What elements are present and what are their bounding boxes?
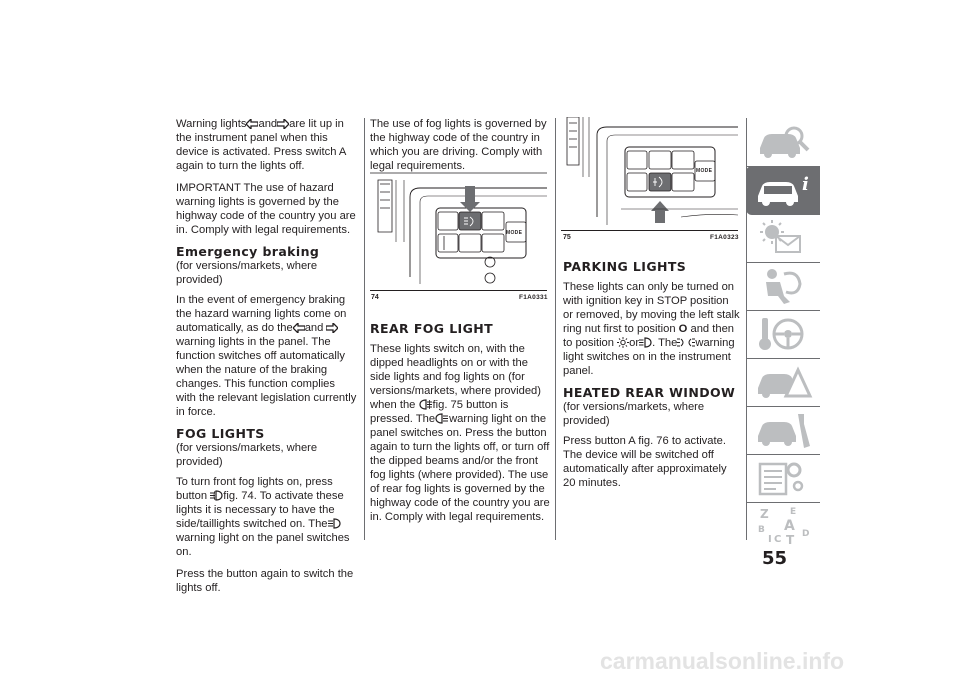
svg-text:I: I	[768, 534, 772, 544]
sidebar-item-technical-specs[interactable]	[746, 454, 820, 503]
heated-window-paragraph: Press button A fig. 76 to activate. The device will be switched off automatically after approximately 20 minutes.	[563, 435, 727, 489]
svg-text:i: i	[802, 174, 809, 195]
figure-75-code: F1A0323	[710, 234, 739, 241]
svg-text:B: B	[758, 525, 765, 535]
front-fog-light-icon	[210, 490, 223, 501]
subheading-note: (for versions/markets, where provided)	[176, 260, 318, 286]
svg-text:E: E	[790, 507, 797, 517]
sidebar-item-index[interactable]	[746, 502, 820, 550]
rear-fog-paragraph: These lights switch on, with the dipped headlights on or with the side lights and fog lights on (for versions/markets, where provided) when the fig. 75 button is pressed. The warning light on the panel switches on. Press the button again to turn the lights off, or turn off the dipped beams and/or the front fog lights (where provided). The use of rear fog lights is governed by the highway code of the country you are in. Comply with legal requirements.	[370, 343, 550, 523]
steering-key-icon	[754, 314, 814, 354]
figure-74-rule	[370, 290, 547, 291]
svg-text:D: D	[802, 529, 810, 539]
chapter-sidebar	[746, 118, 820, 544]
heading-fog-lights: FOG LIGHTS	[176, 426, 265, 441]
heading-rear-fog-light: REAR FOG LIGHT	[370, 321, 494, 336]
emergency-paragraph: In the event of emergency braking the hazard warning lights come on automatically, as do the and warning lights in the panel. The function switches off automatically when the nature of the braking changes. This function complies with the relevant legislation currently in force.	[176, 294, 357, 418]
warning-light-icon	[754, 218, 814, 258]
heading-heated-rear-window: HEATED REAR WINDOW	[563, 385, 736, 400]
fog-paragraph: To turn front fog lights on, press button fig. 74. To activate these lights it is necessary to have the side/taillights switched on. Thewarning light on the panel switches on.	[176, 476, 350, 558]
sidebar-item-warning-lights[interactable]	[746, 214, 820, 263]
sun-position-icon	[617, 337, 629, 348]
figure-74-code: F1A0331	[519, 294, 548, 301]
turn-right-indicator-icon	[326, 323, 338, 333]
sidebar-item-car-search[interactable]	[746, 118, 820, 167]
car-service-icon	[754, 410, 814, 450]
turn-left-indicator-icon	[293, 323, 305, 333]
column-divider	[555, 118, 556, 540]
subheading-note: (for versions/markets, where provided)	[176, 442, 318, 468]
heading-emergency-braking: Emergency braking	[176, 244, 320, 259]
fog-law-paragraph: The use of fog lights is governed by the highway code of the country in which you are driving. Comply with legal requirements.	[370, 118, 547, 172]
svg-text:T: T	[786, 533, 795, 544]
svg-text:Z: Z	[760, 507, 769, 521]
alphabet-index-icon	[754, 504, 814, 544]
airbag-person-icon	[754, 266, 814, 306]
parking-lights-warning-icon	[677, 337, 695, 348]
page-number: 55	[762, 548, 788, 569]
column-3	[563, 256, 741, 498]
important-paragraph: IMPORTANT The use of hazard warning lights is governed by the highway code of the country you are in. Comply with legal requirements.	[176, 182, 356, 236]
sidebar-item-emergency[interactable]	[746, 358, 820, 407]
figure-74-number: 74	[371, 294, 379, 301]
watermark: carmanualsonline.info	[600, 648, 845, 674]
sidebar-item-safety[interactable]	[746, 262, 820, 311]
turn-left-indicator-icon	[246, 119, 258, 129]
svg-text:A: A	[784, 518, 795, 534]
sidebar-item-car-info[interactable]	[746, 166, 820, 215]
headlight-icon	[639, 337, 652, 348]
front-fog-light-icon	[328, 518, 341, 529]
car-breakdown-icon	[754, 362, 814, 402]
car-info-icon	[754, 170, 814, 210]
figure-75-number: 75	[563, 234, 571, 241]
fog-off-paragraph: Press the button again to switch the lights off.	[176, 568, 354, 594]
turn-right-indicator-icon	[277, 119, 289, 129]
svg-text:C: C	[774, 534, 782, 544]
figure-75-mode-label: MODE	[696, 168, 713, 174]
rear-fog-light-icon	[419, 399, 433, 410]
subheading-note: (for versions/markets, where provided)	[563, 401, 705, 427]
parking-paragraph: These lights can only be turned on with ignition key in STOP position or removed, by moving the left stalk ring nut first to position O and then to position or . The warning light switches on in the instrument panel.	[563, 281, 740, 377]
figure-74-mode-label: MODE	[506, 230, 523, 236]
rear-fog-light-icon	[435, 413, 449, 424]
car-search-icon	[754, 122, 814, 162]
column-1	[176, 117, 357, 603]
column-2-lower	[370, 318, 550, 532]
figure-75-rule	[561, 230, 738, 231]
heading-parking-lights: PARKING LIGHTS	[563, 259, 687, 274]
settings-list-icon	[754, 458, 814, 498]
column-divider	[364, 118, 365, 540]
hazard-paragraph: Warning lights and are lit up in the instrument panel when this device is activated. Press switch A again to turn the lights off.	[176, 118, 346, 172]
sidebar-item-starting-driving[interactable]	[746, 310, 820, 359]
sidebar-item-maintenance[interactable]	[746, 406, 820, 455]
